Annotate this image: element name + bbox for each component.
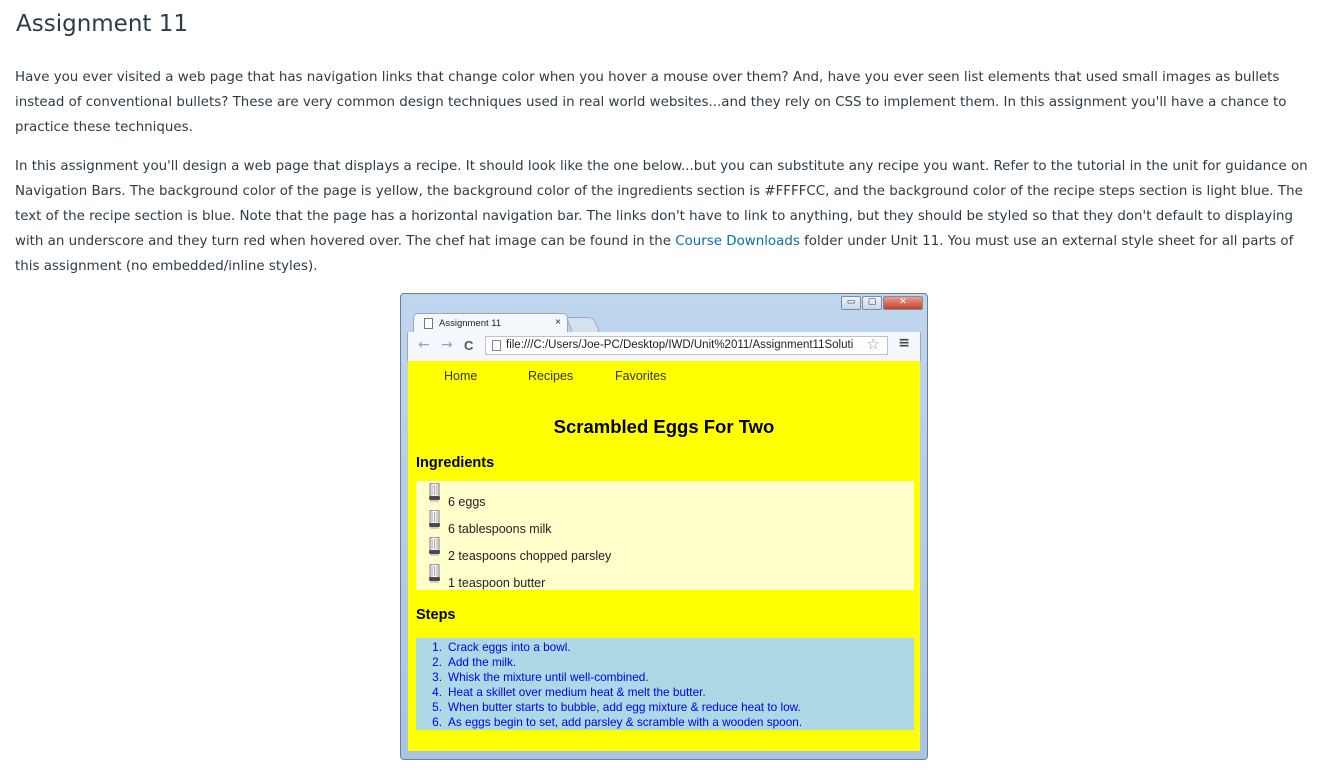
chef-hat-icon xyxy=(428,510,441,530)
chef-hat-icon xyxy=(428,483,441,503)
tab-close-icon: × xyxy=(555,317,561,328)
ingredient-text: 2 teaspoons chopped parsley xyxy=(448,549,612,563)
reload-icon: C xyxy=(464,338,474,353)
step-text: Whisk the mixture until well-combined. xyxy=(448,670,649,684)
browser-window-screenshot xyxy=(400,293,928,760)
step-number: 6. xyxy=(432,715,442,729)
steps-heading: Steps xyxy=(416,607,456,623)
recipe-page xyxy=(408,361,920,751)
step-text: Add the milk. xyxy=(448,655,517,669)
close-icon: ✕ xyxy=(883,296,923,310)
back-icon: ← xyxy=(418,337,430,353)
instructions-text-1: In this assignment you'll design a web page that displays a recipe. It should look like the one below...but you can substitute any recipe you want. Refer to the tutorial in the unit for guidance on Navigation Bars. The background color of the page is yellow, the background color of the ingredients section is #FFFFCC, and the background color of the recipe steps section is light blue. The text of the recipe section is blue. Note that the page has a horizontal navigation bar. The links don't have to link to anything, but they should be styled so that they don't default to displaying with an underscore and they turn red when hovered over. The chef hat image can be found in the xyxy=(15,159,1308,249)
step-text: Heat a skillet over medium heat & melt the butter. xyxy=(448,685,706,699)
address-text: file:///C:/Users/Joe-PC/Desktop/IWD/Unit%2011/Assignment11Soluti xyxy=(506,339,854,351)
instructions-paragraph xyxy=(15,154,1313,279)
step-text: Crack eggs into a bowl. xyxy=(448,640,571,654)
step-text: As eggs begin to set, add parsley & scramble with a wooden spoon. xyxy=(448,715,803,729)
ingredients-heading: Ingredients xyxy=(416,455,495,471)
page-icon xyxy=(424,318,433,329)
window-controls xyxy=(840,296,923,310)
ingredients-section xyxy=(416,481,914,590)
chef-hat-icon xyxy=(428,564,441,584)
menu-icon: ≡ xyxy=(898,335,910,351)
nav-home-link[interactable]: Home xyxy=(444,369,478,383)
step-text: When butter starts to bubble, add egg mixture & reduce heat to low. xyxy=(448,700,801,714)
star-icon: ☆ xyxy=(866,335,880,353)
browser-toolbar xyxy=(407,332,921,361)
intro-paragraph: Have you ever visited a web page that has navigation links that change color when you hover a mouse over them? And, have you ever seen list elements that used small images as bullets instead of conventional bullets? These are very common design techniques used in real world websites...and they rely on CSS to implement them. In this assignment you'll have a chance to practice these techniques. xyxy=(15,70,1287,135)
step-number: 4. xyxy=(432,685,442,699)
recipe-title: Scrambled Eggs For Two xyxy=(553,416,775,437)
step-number: 5. xyxy=(432,700,442,714)
page-title: Assignment 11 xyxy=(16,11,188,37)
nav-favorites-link[interactable]: Favorites xyxy=(615,369,667,383)
minimize-icon: ▭ xyxy=(841,296,861,310)
ingredient-text: 1 teaspoon butter xyxy=(448,576,546,590)
browser-tab xyxy=(413,313,568,333)
page-icon xyxy=(492,340,501,351)
chef-hat-icon xyxy=(428,537,441,557)
tab-title: Assignment 11 xyxy=(439,318,502,329)
forward-icon: → xyxy=(441,337,453,353)
steps-section xyxy=(416,638,914,730)
ingredient-text: 6 eggs xyxy=(448,495,486,509)
maximize-icon: ▢ xyxy=(862,296,882,310)
course-downloads-link[interactable]: Course Downloads xyxy=(675,234,800,249)
new-tab-icon xyxy=(566,317,600,333)
ingredient-text: 6 tablespoons milk xyxy=(448,522,552,536)
step-number: 3. xyxy=(432,670,442,684)
address-bar xyxy=(485,336,888,355)
step-number: 2. xyxy=(432,655,442,669)
instructions-text-2: folder under Unit 11. You must use an external style sheet for all parts of this assignment (no embedded/inline styles). xyxy=(15,234,1294,274)
nav-recipes-link[interactable]: Recipes xyxy=(528,369,574,383)
step-number: 1. xyxy=(432,640,442,654)
